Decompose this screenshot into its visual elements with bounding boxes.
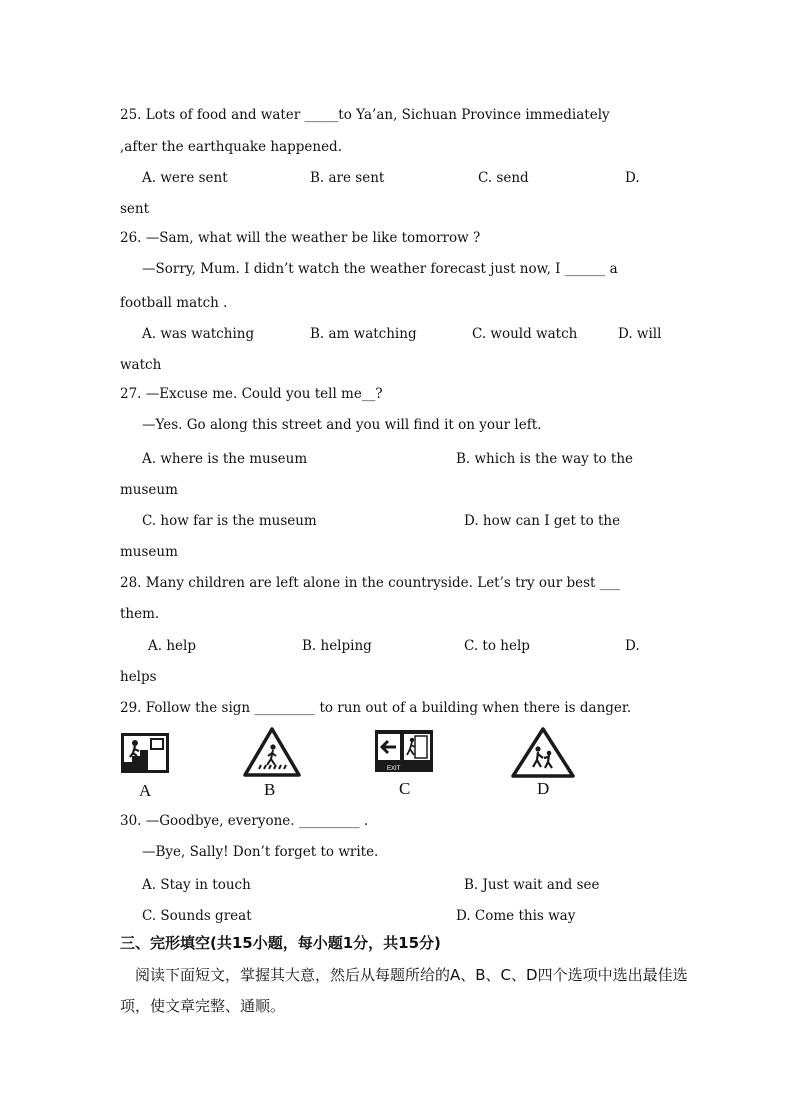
- q25-option-b: B. are sent: [310, 170, 385, 186]
- q26-stem: 26. —Sam, what will the weather be like tomorrow ?: [120, 230, 481, 246]
- q25-stem: 25. Lots of food and water _____to Ya’an, Sichuan Province immediately: [120, 107, 610, 123]
- q26-option-c: C. would watch: [472, 326, 578, 342]
- section-instructions: 阅读下面短文，掌握其大意，然后从每题所给的A、B、C、D四个选项中选出最佳选: [135, 966, 688, 984]
- q30-option-a: A. Stay in touch: [142, 877, 251, 893]
- q25-stem-cont: ,after the earthquake happened.: [120, 139, 342, 155]
- emergency-exit-sign-icon: [374, 729, 434, 773]
- q28-option-a: A. help: [148, 638, 196, 654]
- q28-stem: 28. Many children are left alone in the countryside. Let’s try our best ___: [120, 575, 621, 591]
- section-heading: 三、完形填空(共15小题，每小题1分，共15分): [120, 934, 441, 952]
- q30-option-b: B. Just wait and see: [464, 877, 600, 893]
- q28-option-d-text: helps: [120, 669, 157, 685]
- q28-option-c: C. to help: [464, 638, 530, 654]
- q28-option-b: B. helping: [302, 638, 372, 654]
- sign-label-c: C: [399, 779, 411, 798]
- section-instructions-cont: 项，使文章完整、通顺。: [120, 997, 286, 1015]
- q30-reply: —Bye, Sally! Don’t forget to write.: [142, 844, 379, 860]
- q27-reply: —Yes. Go along this street and you will find it on your left.: [142, 417, 542, 433]
- pedestrian-crossing-sign-icon: [243, 727, 301, 777]
- q26-option-d-text: watch: [120, 357, 162, 373]
- q25-option-c: C. send: [478, 170, 529, 186]
- q27-option-d: D. how can I get to the: [464, 513, 621, 529]
- q27-option-b: B. which is the way to the: [456, 451, 634, 467]
- svg-text:EXIT: EXIT: [387, 766, 401, 772]
- q25-option-d-text: sent: [120, 201, 150, 217]
- q26-reply-cont: football match .: [120, 295, 228, 311]
- q26-option-d: D. will: [618, 326, 662, 342]
- q27-option-c: C. how far is the museum: [142, 513, 317, 529]
- q28-stem-cont: them.: [120, 606, 160, 622]
- q29-stem: 29. Follow the sign _________ to run out of a building when there is danger.: [120, 700, 632, 716]
- sign-label-b: B: [264, 780, 276, 799]
- q27-option-d-text: museum: [120, 544, 178, 560]
- q26-reply: —Sorry, Mum. I didn’t watch the weather forecast just now, I ______ a: [142, 261, 618, 277]
- children-crossing-sign-icon: [510, 727, 576, 779]
- q27-stem: 27. —Excuse me. Could you tell me__?: [120, 386, 383, 402]
- q25-option-d: D.: [625, 170, 640, 186]
- q30-stem: 30. —Goodbye, everyone. _________ .: [120, 813, 369, 829]
- q27-option-a: A. where is the museum: [142, 451, 308, 467]
- stairs-exit-sign-icon: [120, 732, 170, 774]
- sign-label-d: D: [537, 779, 550, 798]
- q30-option-d: D. Come this way: [456, 908, 576, 924]
- q26-option-b: B. am watching: [310, 326, 417, 342]
- q27-option-b-text: museum: [120, 482, 178, 498]
- q30-option-c: C. Sounds great: [142, 908, 252, 924]
- q26-option-a: A. was watching: [142, 326, 255, 342]
- q25-option-a: A. were sent: [142, 170, 228, 186]
- sign-label-a: A: [139, 781, 152, 800]
- q28-option-d: D.: [625, 638, 640, 654]
